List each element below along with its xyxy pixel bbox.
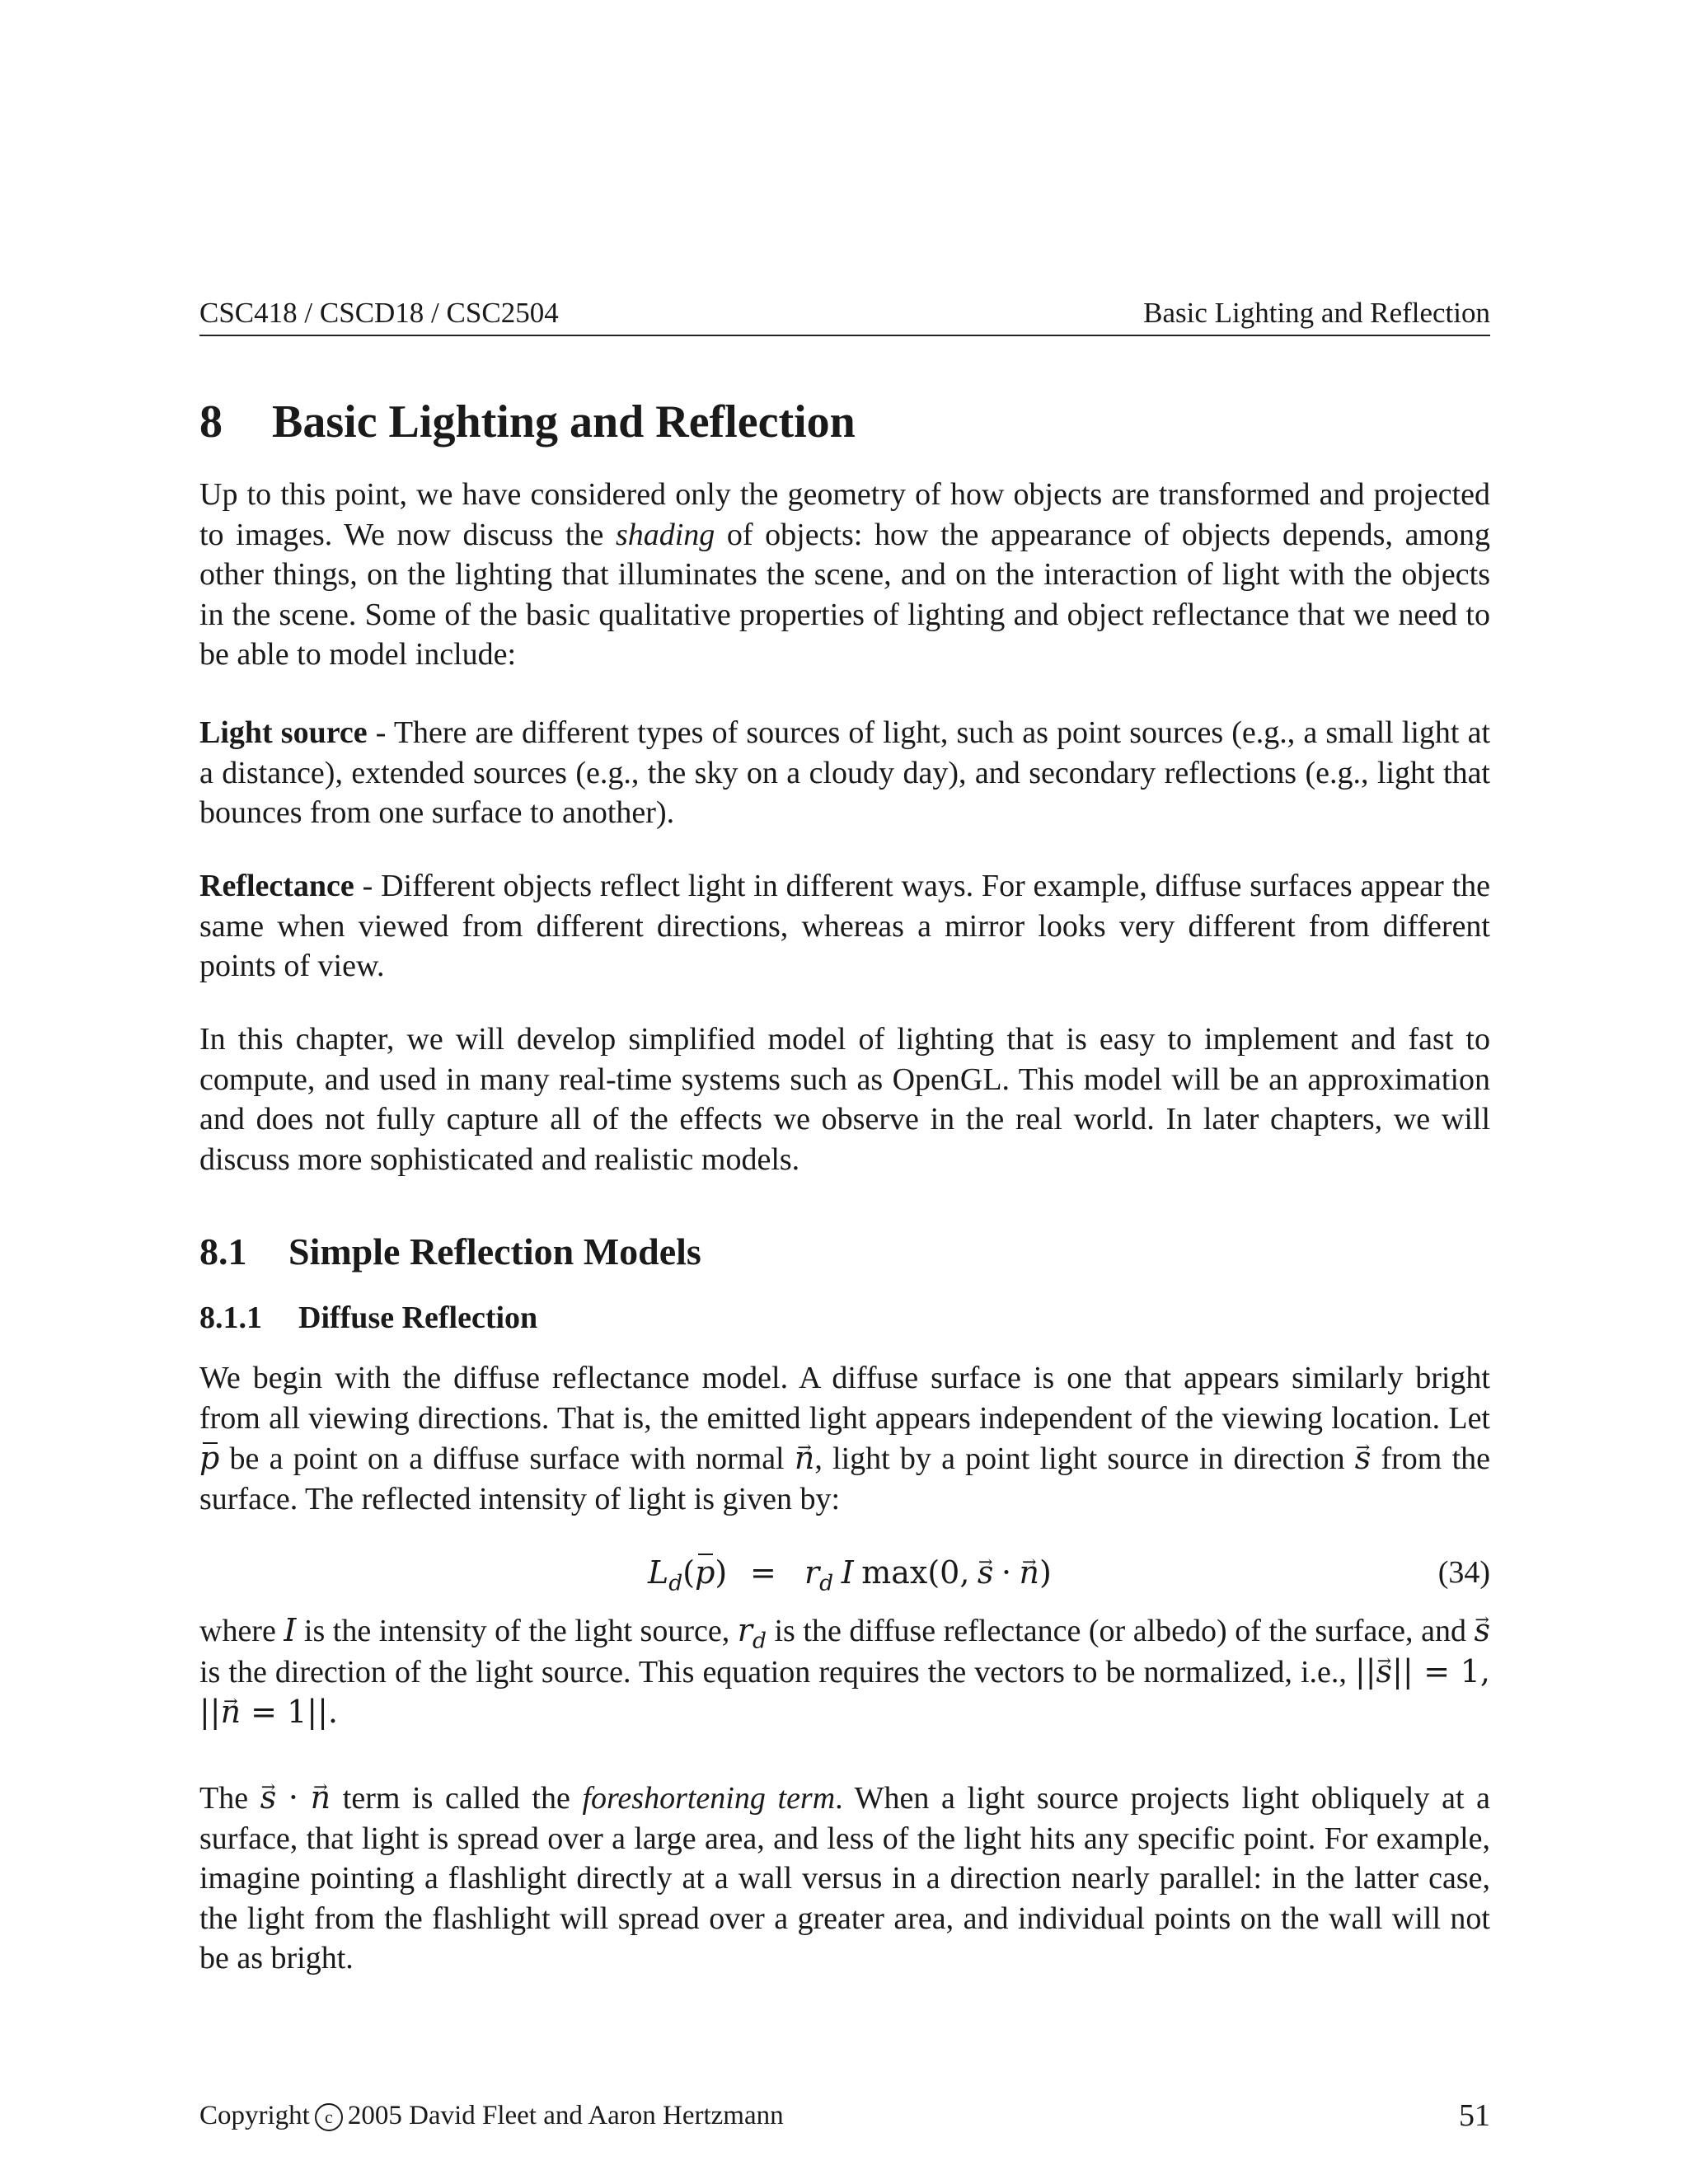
foreshortening-text-b: term is called the: [331, 1781, 583, 1816]
diffuse-text-b: be a point on a diffuse surface with normal: [219, 1441, 795, 1476]
foreshortening-text-c: . When a light source projects light obliquely at a surface, that light is spread over a large area, and less of the light hits any specific point. For example, imagine pointing a flashlight directly at a wall versus in a direction nearly parallel: in the latter case, the light from the flashlight will spread over a greater area, and individual points on the wall will not be as bright.: [199, 1781, 1491, 1975]
intro-text-b: of objects: how the appearance of objects depends, among other things, on the lighting that illuminates the scene, and on the interaction of light with the objects in the scene. Some of the basic qualitative properties of lighting and object reflectance that we need to be able to model include:: [199, 517, 1490, 672]
copyright-text: 2005 David Fleet and Aaron Hertzmann: [347, 2101, 784, 2130]
section-title-text: Simple Reflection Models: [288, 1230, 701, 1272]
header-topic: Basic Lighting and Reflection: [1143, 297, 1490, 329]
reflectance-item: [199, 866, 1490, 987]
intro-paragraph: [199, 475, 1490, 675]
intensity-i-symbol: I: [284, 1612, 297, 1648]
equation-explanation-paragraph: [199, 1610, 1490, 1733]
direction-s-symbol: s →: [1355, 1438, 1372, 1479]
normalization-formula: ||s →|| = 1, ||n → = 1||.: [199, 1653, 1490, 1731]
page-number: 51: [1459, 2098, 1490, 2133]
copyright-notice: [199, 2097, 784, 2134]
equation-rhs: $r_d$ I max(0, s → · n →): [804, 1549, 1052, 1596]
subsection-title-text: Diffuse Reflection: [298, 1301, 538, 1335]
equation-34: [199, 1549, 1490, 1596]
explanation-text-b: is the intensity of the light source,: [296, 1614, 738, 1648]
normal-n-symbol: n →: [795, 1438, 814, 1479]
diffuse-text-c: , light by a point light source in direction: [814, 1441, 1355, 1476]
light-source-item: [199, 713, 1490, 833]
foreshortening-term: foreshortening term: [582, 1781, 836, 1816]
chapter-overview-paragraph: In this chapter, we will develop simplified model of lighting that is easy to implement and fast to compute, and used in many real-time systems such as OpenGL. This model will be an approximation and does not fully capture all of the effects we observe in the real world. In later chapters, we will discuss more sophisticated and realistic models.: [199, 1022, 1490, 1177]
direction-s-symbol: s →: [260, 1778, 277, 1818]
header-course: CSC418 / CSCD18 / CSC2504: [199, 297, 559, 329]
light-source-term: Light source: [199, 715, 368, 750]
explanation-text-d: is the direction of the light source. This equation requires the vectors to be normalized, i.e.,: [199, 1654, 1355, 1690]
diffuse-text-a: We begin with the diffuse reflectance model. A diffuse surface is one that appears similarly bright from all viewing directions. That is, the emitted light appears independent of the viewing location. Let: [199, 1361, 1490, 1436]
chapter-number: 8: [199, 396, 223, 448]
reflectance-term: Reflectance: [199, 869, 354, 903]
shading-term: shading: [615, 517, 715, 552]
reflectance-text: - Different objects reflect light in different ways. For example, diffuse surfaces appear the same when viewed from different directions, whereas a mirror looks very different from different points of view.: [199, 869, 1490, 983]
normal-n-symbol: n →: [311, 1778, 331, 1818]
direction-s-symbol: s →: [1474, 1610, 1490, 1651]
running-header: [199, 297, 1490, 336]
subsection-title: [199, 1299, 537, 1337]
diffuse-paragraph: [199, 1358, 1490, 1519]
intro-text-a: Up to this point, we have considered only the geometry of how objects are transformed and projected to images. We now discuss the: [199, 477, 1490, 552]
explanation-text-c: is the diffuse reflectance (or albedo) of the surface, and: [766, 1614, 1475, 1648]
diffuse-text-d: from the surface. The reflected intensity of light is given by:: [199, 1441, 1490, 1516]
equation-equals: =: [750, 1554, 776, 1591]
equation-lhs: $L_d(p)$: [648, 1549, 727, 1596]
albedo-rd-symbol: $r_d$: [737, 1612, 767, 1654]
chapter-title-text: Basic Lighting and Reflection: [272, 396, 856, 448]
section-number: 8.1: [199, 1230, 247, 1272]
page-footer: [199, 2097, 1490, 2134]
equation-number: (34): [1437, 1555, 1490, 1590]
foreshortening-text-a: The: [199, 1781, 260, 1816]
document-page: [199, 0, 1490, 2184]
point-p-symbol: p: [199, 1438, 219, 1479]
chapter-title: [199, 394, 856, 450]
copyright-label: Copyright: [199, 2101, 310, 2130]
subsection-number: 8.1.1: [199, 1301, 262, 1335]
foreshortening-paragraph: The s → · n → term is called the foreshortening term. When a light source projects light obliquely at a surface, that light is spread over a large area, and less of the light hits any specific point. For example, imagine pointing a flashlight directly at a wall versus in a direction nearly parallel: in the latter case, the light from the flashlight will spread over a greater area, and individual points on the wall will not be as bright.: [199, 1778, 1490, 1979]
copyright-icon: c: [315, 2103, 343, 2131]
section-title: [199, 1229, 701, 1275]
light-source-text: - There are different types of sources of light, such as point sources (e.g., a small light at a distance), extended sources (e.g., the sky on a cloudy day), and secondary reflections (e.g., light that bounces from one surface to another).: [199, 715, 1490, 830]
explanation-text-a: where: [199, 1614, 284, 1648]
